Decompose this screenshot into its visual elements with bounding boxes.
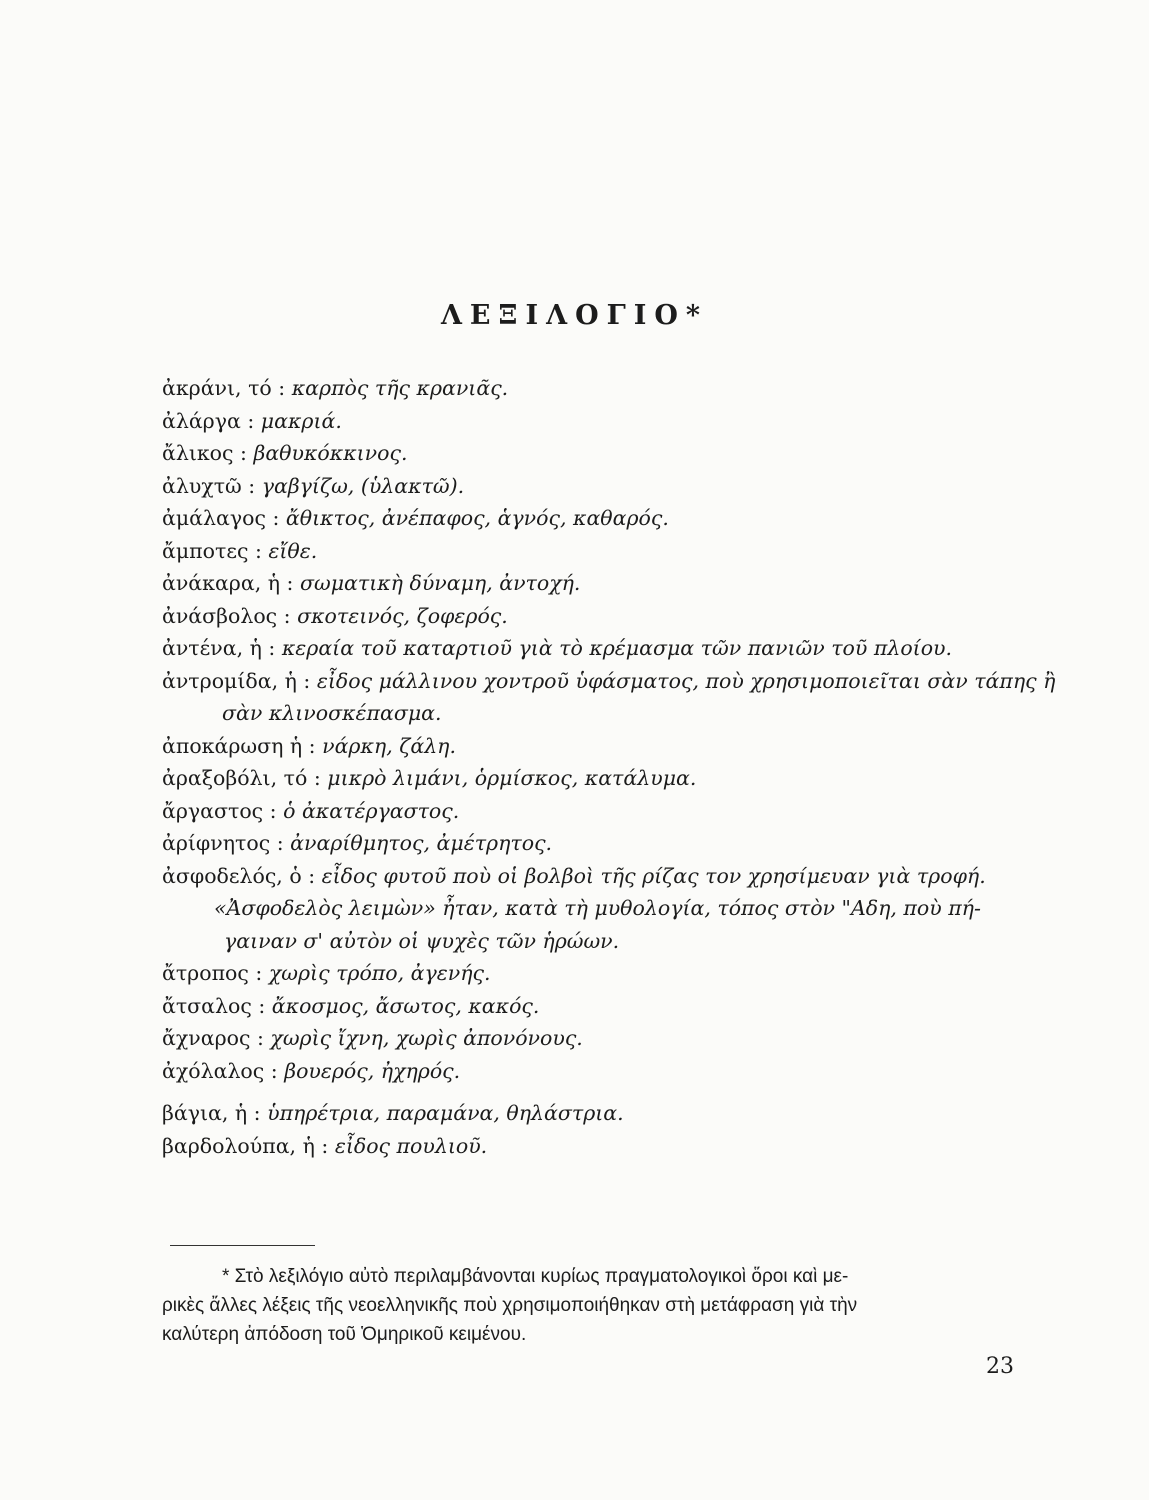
glossary-entry — [162, 665, 1056, 730]
glossary-entry — [162, 860, 1022, 893]
glossary-entry — [162, 1055, 1022, 1088]
entry-headword: ἀραξοβόλι, τό : — [162, 766, 321, 790]
entry-definition: εἴθε. — [268, 538, 318, 563]
entry-headword: ἄχναρος : — [162, 1026, 264, 1050]
entry-definition: βαθυκόκκινος. — [253, 441, 408, 465]
entry-definition: μικρὸ λιμάνι, ὁρμίσκος, κατάλυμα. — [327, 766, 697, 790]
entry-definition: ὑπηρέτρια, παραμάνα, θηλάστρια. — [267, 1101, 624, 1125]
entry-headword: ἄλικος : — [162, 441, 247, 465]
glossary-entry — [162, 990, 1022, 1023]
entry-definition: εἶδος μάλλινου χοντροῦ ὑφάσματος, ποὺ χρησιμοποιεῖται σὰν τάπης ἢ — [316, 668, 1056, 693]
glossary-entry — [162, 632, 1022, 665]
entry-definition: νάρκη, ζάλη. — [322, 733, 456, 758]
entry-headword: ἀμάλαγος : — [162, 506, 280, 530]
entry-definition: ὁ ἀκατέργαστος. — [283, 798, 460, 823]
glossary-entry — [162, 437, 1022, 470]
entry-headword: ἀποκάρωση ἡ : — [162, 733, 316, 758]
entry-definition: κεραία τοῦ καταρτιοῦ γιὰ τὸ κρέμασμα τῶν πανιῶν τοῦ πλοίου. — [281, 636, 953, 660]
glossary-entry — [162, 795, 1022, 828]
footnote-rule — [170, 1245, 315, 1246]
footnote-line: καλύτερη ἀπόδοση τοῦ Ὁμηρικοῦ κειμένου. — [162, 1324, 527, 1345]
glossary-entry — [162, 535, 1022, 568]
entry-definition: βουερός, ἠχηρός. — [284, 1058, 461, 1083]
glossary-entry — [162, 827, 1022, 860]
glossary-entry — [162, 730, 1022, 763]
asphodel-note — [162, 892, 1022, 957]
page-title: ΛΕΞΙΛΟΓΙΟ* — [440, 300, 709, 331]
entry-definition: χωρὶς ἴχνη, χωρὶς ἀπονόνους. — [270, 1026, 583, 1050]
entry-definition: εἶδος πουλιοῦ. — [334, 1133, 488, 1158]
section-gap — [162, 1087, 1022, 1097]
glossary-entry — [162, 957, 1022, 990]
entry-headword: βάγια, ἡ : — [162, 1101, 261, 1125]
glossary-entry — [162, 1097, 1022, 1130]
entry-headword: ἀνάσβολος : — [162, 603, 291, 628]
entry-definition: ἀναρίθμητος, ἀμέτρητος. — [290, 831, 553, 855]
entry-headword: ἀσφοδελός, ὁ : — [162, 863, 316, 888]
glossary-entry — [162, 762, 1022, 795]
entry-headword: ἀντρομίδα, ἡ : — [162, 668, 311, 693]
entry-headword: ἀχόλαλος : — [162, 1058, 278, 1083]
glossary-entry — [162, 1130, 1022, 1163]
entry-headword: ἀρίφνητος : — [162, 831, 284, 855]
entry-definition: ἄθικτος, ἀνέπαφος, ἁγνός, καθαρός. — [285, 506, 669, 530]
entry-definition: καρπὸς τῆς κρανιᾶς. — [291, 376, 509, 400]
entry-headword: ἀλυχτῶ : — [162, 473, 256, 498]
entry-headword: ἀλάργα : — [162, 408, 255, 433]
entry-definition: ἄκοσμος, ἄσωτος, κακός. — [271, 993, 540, 1018]
entry-definition: σωματικὴ δύναμη, ἀντοχή. — [299, 571, 581, 595]
entry-definition: μακριά. — [260, 408, 342, 433]
entry-headword: ἄργαστος : — [162, 798, 277, 823]
glossary-entry — [162, 567, 1022, 600]
footnote-line: ρικὲς ἄλλες λέξεις τῆς νεοελληνικῆς ποὺ χρησιμοποιήθηκαν στὴ μετάφραση γιὰ τὴν — [162, 1295, 858, 1316]
footnote — [162, 1262, 1020, 1349]
asphodel-note-line: «Ἀσφοδελὸς λειμὼν» ἦταν, κατὰ τὴ μυθολογία, τόπος στὸν "Αδη, ποὺ πή- — [214, 896, 981, 920]
footnote-line: * Στὸ λεξιλόγιο αὐτὸ περιλαμβάνονται κυρίως πραγματολογικοὶ ὅροι καὶ με- — [222, 1266, 849, 1287]
entry-headword: βαρδολούπα, ἡ : — [162, 1133, 329, 1158]
asphodel-note-continued: γαιναν σ' αὐτὸν οἱ ψυχὲς τῶν ἡρώων. — [224, 928, 620, 953]
entry-headword: ἀκράνι, τό : — [162, 376, 286, 400]
entry-headword: ἄτσαλος : — [162, 993, 266, 1018]
entry-definition: εἶδος φυτοῦ ποὺ οἱ βολβοὶ τῆς ρίζας τον χρησίμευαν γιὰ τροφή. — [321, 863, 986, 888]
page-number: 23 — [986, 1354, 1014, 1379]
glossary-entry — [162, 405, 1022, 438]
glossary-entry — [162, 502, 1022, 535]
entry-headword: ἀνάκαρα, ἡ : — [162, 571, 294, 595]
glossary-entry — [162, 1022, 1022, 1055]
glossary-entry — [162, 372, 1022, 405]
entry-headword: ἀντένα, ἡ : — [162, 636, 276, 660]
entry-definition-continued: σὰν κλινοσκέπασμα. — [222, 701, 442, 725]
entry-definition: χωρὶς τρόπο, ἀγενής. — [268, 961, 491, 985]
entry-definition: σκοτεινός, ζοφερός. — [297, 603, 508, 628]
entry-definition: γαβγίζω, (ὑλακτῶ). — [261, 473, 465, 498]
entry-headword: ἄμποτες : — [162, 538, 262, 563]
entry-headword: ἄτροπος : — [162, 961, 263, 985]
glossary-entry — [162, 470, 1022, 503]
glossary-entries — [162, 372, 1056, 1162]
glossary-entry — [162, 600, 1022, 633]
